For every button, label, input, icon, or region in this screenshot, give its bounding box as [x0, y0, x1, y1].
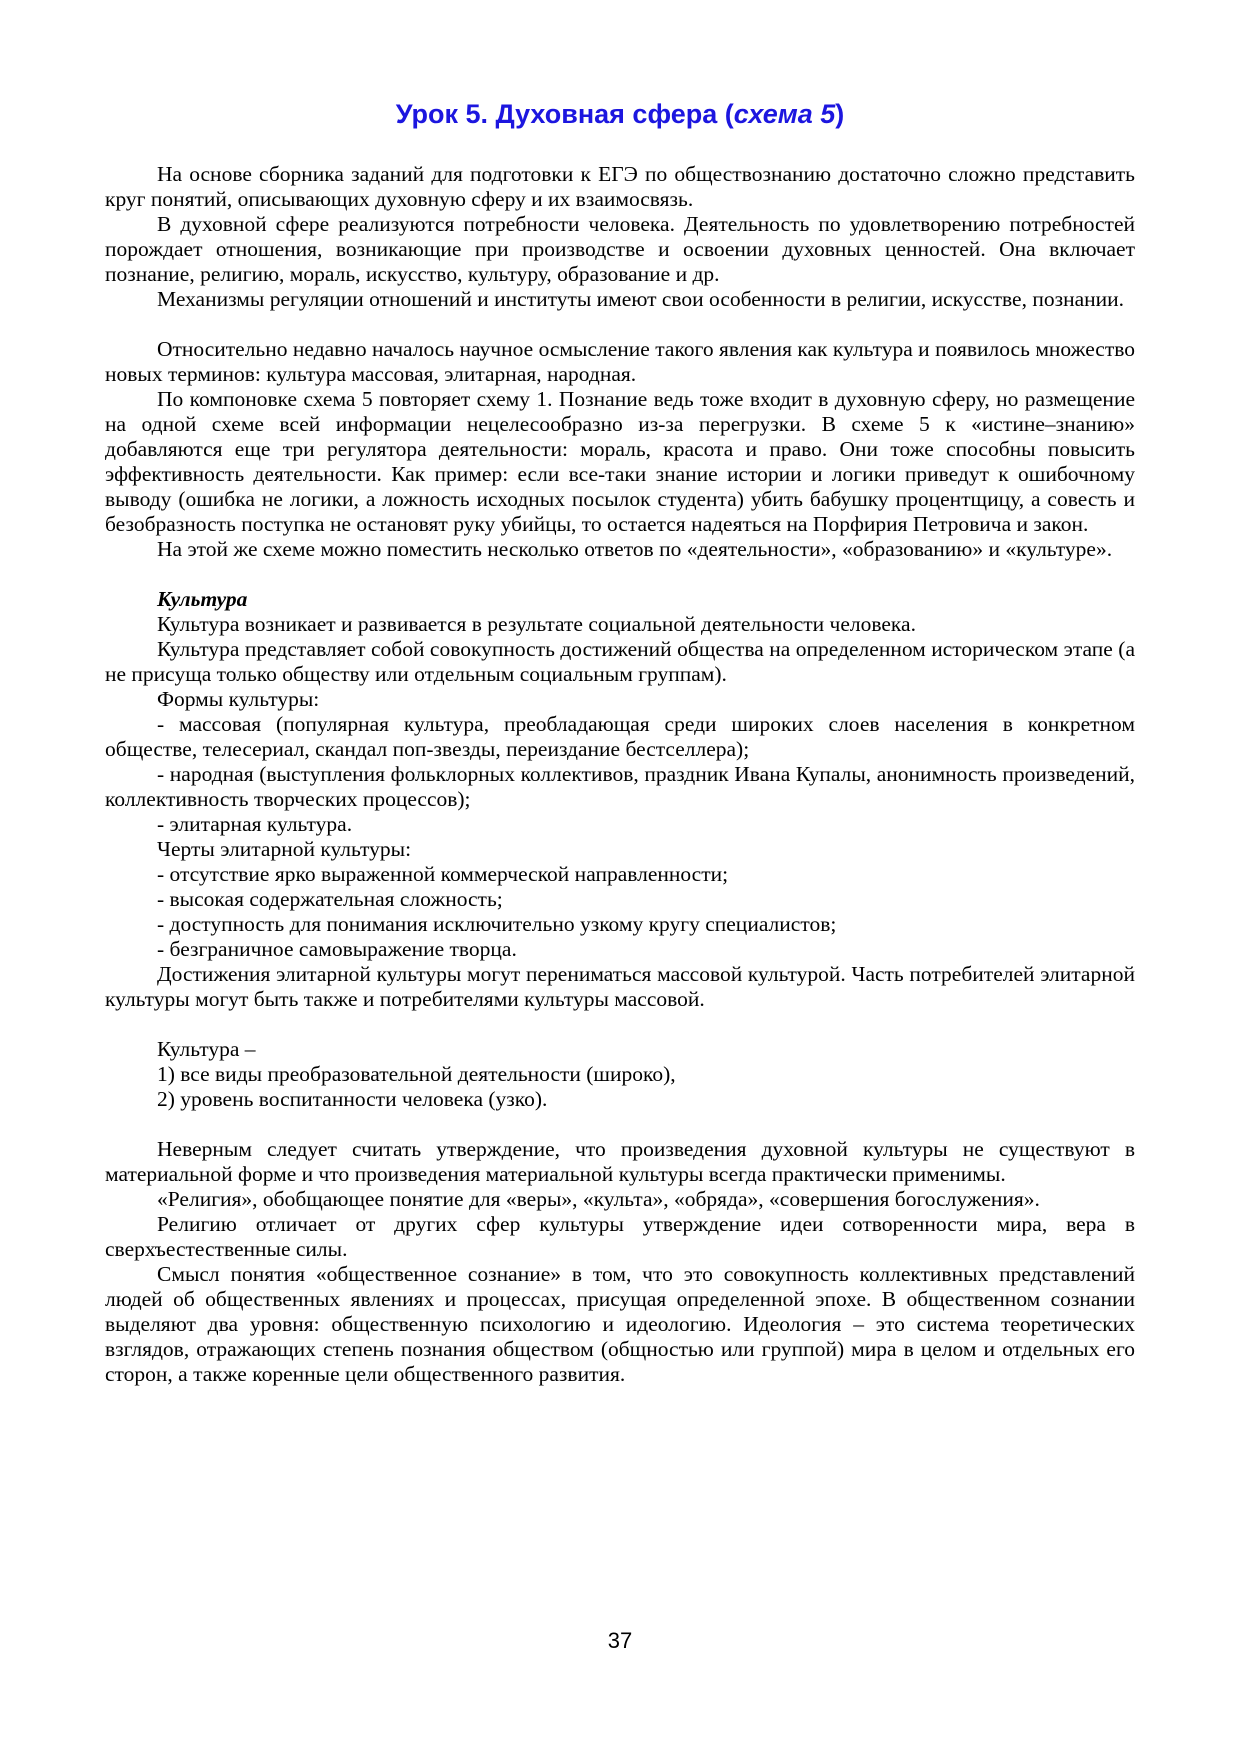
paragraph: 2) уровень воспитанности человека (узко).	[157, 1087, 548, 1111]
paragraph: 1) все виды преобразовательной деятельности (широко),	[157, 1062, 676, 1086]
paragraph: Формы культуры:	[157, 687, 320, 711]
paragraph: - отсутствие ярко выраженной коммерческой направленности;	[157, 862, 729, 886]
blank-line	[105, 312, 1135, 337]
paragraphs-container	[105, 162, 1135, 1387]
paragraph: Культура представляет собой совокупность достижений общества на определенном историческом этапе (а не присуща только обществу или отдельным социальным группам).	[105, 637, 1135, 686]
paragraph: Культура –	[157, 1037, 256, 1061]
paragraph: - высокая содержательная сложность;	[157, 887, 503, 911]
document-content	[105, 98, 1135, 1387]
paragraph: - безграничное самовыражение творца.	[157, 937, 517, 961]
paragraph: - доступность для понимания исключительно узкому кругу специалистов;	[157, 912, 837, 936]
paragraph: Достижения элитарной культуры могут перениматься массовой культурой. Часть потребителей элитарной культуры могут быть также и потребителями культуры массовой.	[105, 962, 1135, 1011]
paragraph: В духовной сфере реализуются потребности человека. Деятельность по удовлетворению потребностей порождает отношения, возникающие при производстве и освоении духовных ценностей. Она включает познание, религию, мораль, искусство, культуру, образование и др.	[105, 212, 1135, 286]
paragraph: - народная (выступления фольклорных коллективов, праздник Ивана Купалы, анонимность произведений, коллективность творческих процессов);	[105, 762, 1135, 811]
paragraph: Культура возникает и развивается в результате социальной деятельности человека.	[157, 612, 916, 636]
page-title-scheme-ref: схема 5	[733, 99, 836, 129]
paragraph: На основе сборника заданий для подготовки к ЕГЭ по обществознанию достаточно сложно представить круг понятий, описывающих духовную сферу и их взаимосвязь.	[105, 162, 1135, 211]
paragraph: По компоновке схема 5 повторяет схему 1. Познание ведь тоже входит в духовную сферу, но размещение на одной схеме всей информации нецелесообразно из-за перегрузки. В схеме 5 к «истине–знанию» добавляются еще три регулятора деятельности: мораль, красота и право. Они тоже способны повысить эффективность деятельности. Как пример: если все-таки знание истории и логики приведут к ошибочному выводу (ошибка не логики, а ложность исходных посылок студента) убить бабушку процентщицу, а совесть и безобразность поступка не остановят руку убийцы, то остается надеяться на Порфирия Петровича и закон.	[105, 387, 1135, 536]
page-title-suffix: )	[835, 99, 845, 129]
paragraph: На этой же схеме можно поместить несколько ответов по «деятельности», «образованию» и «культуре».	[157, 537, 1113, 561]
page-number: 37	[607, 1628, 633, 1653]
paragraph: Черты элитарной культуры:	[157, 837, 412, 861]
section-heading: Культура	[157, 587, 248, 611]
paragraph: Религию отличает от других сфер культуры утверждение идеи сотворенности мира, вера в сверхъестественные силы.	[105, 1212, 1135, 1261]
paragraph: Неверным следует считать утверждение, что произведения духовной культуры не существуют в материальной форме и что произведения материальной культуры всегда практически применимы.	[105, 1137, 1135, 1186]
paragraph: - элитарная культура.	[157, 812, 353, 836]
blank-line	[105, 562, 1135, 587]
paragraph: «Религия», обобщающее понятие для «веры», «культа», «обряда», «совершения богослужения».	[157, 1187, 1040, 1211]
paragraph: Механизмы регуляции отношений и институты имеют свои особенности в религии, искусстве, познании.	[157, 287, 1125, 311]
blank-line	[105, 1012, 1135, 1037]
paragraph: Смысл понятия «общественное сознание» в том, что это совокупность коллективных представлений людей об общественных явлениях и процессах, присущая определенной эпохе. В общественном сознании выделяют два уровня: общественную психологию и идеологию. Идеология – это система теоретических взглядов, отражающих степень познания обществом (общностью или группой) мира в целом и отдельных его сторон, а также коренные цели общественного развития.	[105, 1262, 1135, 1386]
paragraph: Относительно недавно началось научное осмысление такого явления как культура и появилось множество новых терминов: культура массовая, элитарная, народная.	[105, 337, 1135, 386]
page-title-prefix: Урок 5. Духовная сфера (	[395, 99, 734, 129]
paragraph: - массовая (популярная культура, преобладающая среди широких слоев населения в конкретном обществе, телесериал, скандал поп-звезды, переиздание бестселлера);	[105, 712, 1135, 761]
page-title	[105, 98, 1135, 130]
blank-line	[105, 1112, 1135, 1137]
